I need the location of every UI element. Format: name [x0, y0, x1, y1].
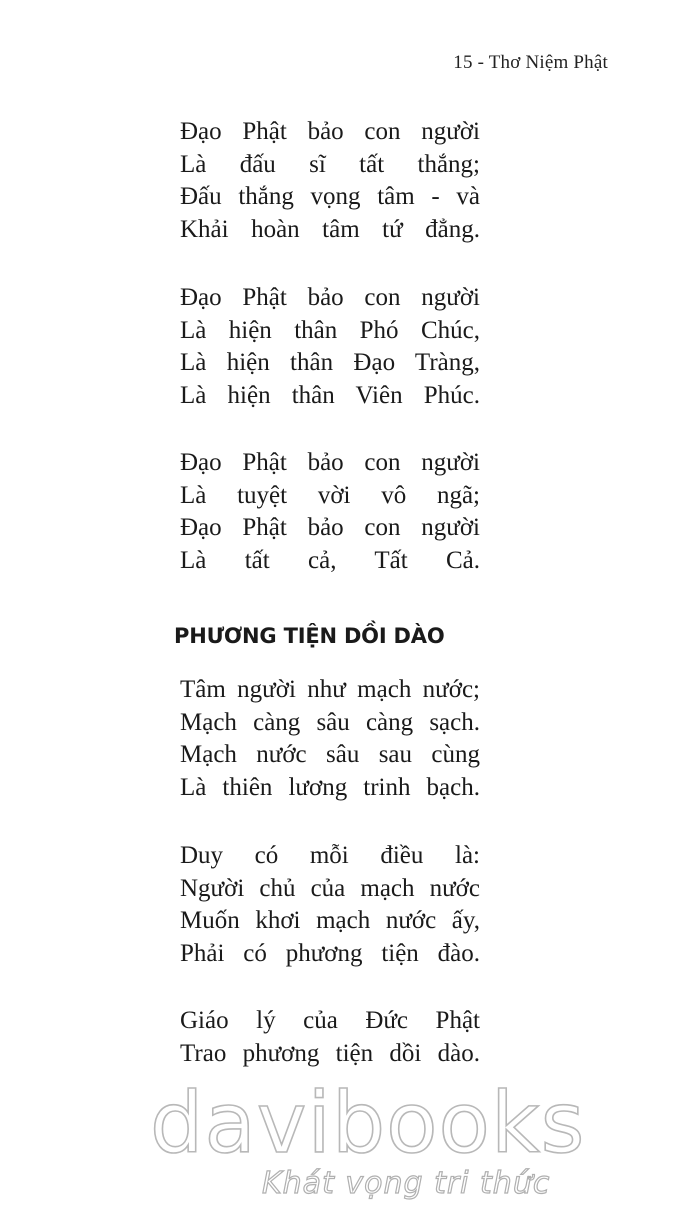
verse-line: Đạo Phật bảo con người — [180, 514, 480, 541]
verse-line: Là thiên lương trinh bạch. — [180, 773, 480, 801]
verse-line: Mạch nước sâu sau cùng — [180, 741, 480, 768]
verse-line: Đạo Phật bảo con người — [180, 449, 480, 476]
verse-line: Người chủ của mạch nước — [180, 874, 480, 902]
verse-line: Phải có phương tiện đào. — [180, 939, 480, 967]
verse-line: Là tất cả, Tất Cả. — [180, 546, 480, 574]
section-title: PHƯƠNG TIỆN DỒI DÀO — [174, 624, 445, 648]
page-header: 15 - Thơ Niệm Phật — [453, 52, 608, 73]
watermark — [150, 1074, 586, 1201]
stanza-1 — [180, 116, 510, 246]
verse-line: Là hiện thân Đạo Tràng, — [180, 349, 480, 376]
stanza-6 — [180, 1005, 510, 1070]
verse-line: Duy có mỗi điều là: — [180, 842, 480, 869]
verse-line: Giáo lý của Đức Phật — [180, 1007, 480, 1034]
verse-line: Muốn khơi mạch nước ấy, — [180, 907, 480, 934]
stanza-3 — [180, 447, 510, 577]
verse-line: Là hiện thân Phó Chúc, — [180, 316, 480, 344]
stanza-5 — [180, 840, 510, 970]
verse-line: Là hiện thân Viên Phúc. — [180, 381, 480, 409]
verse-line: Là đấu sĩ tất thắng; — [180, 150, 480, 178]
watermark-tagline: Khát vọng tri thức — [262, 1166, 551, 1201]
verse-line: Tâm người như mạch nước; — [180, 676, 480, 703]
stanza-2 — [180, 282, 510, 412]
verse-line: Khải hoàn tâm tứ đẳng. — [180, 215, 480, 243]
verse-line: Mạch càng sâu càng sạch. — [180, 708, 480, 736]
verse-line: Đạo Phật bảo con người — [180, 284, 480, 311]
watermark-logo: davibooks — [150, 1074, 586, 1172]
stanza-4 — [180, 674, 510, 804]
verse-line: Đấu thắng vọng tâm - và — [180, 183, 480, 210]
verse-line: Đạo Phật bảo con người — [180, 118, 480, 145]
verse-line: Là tuyệt vời vô ngã; — [180, 481, 480, 509]
verse-line: Trao phương tiện dồi dào. — [180, 1039, 480, 1067]
